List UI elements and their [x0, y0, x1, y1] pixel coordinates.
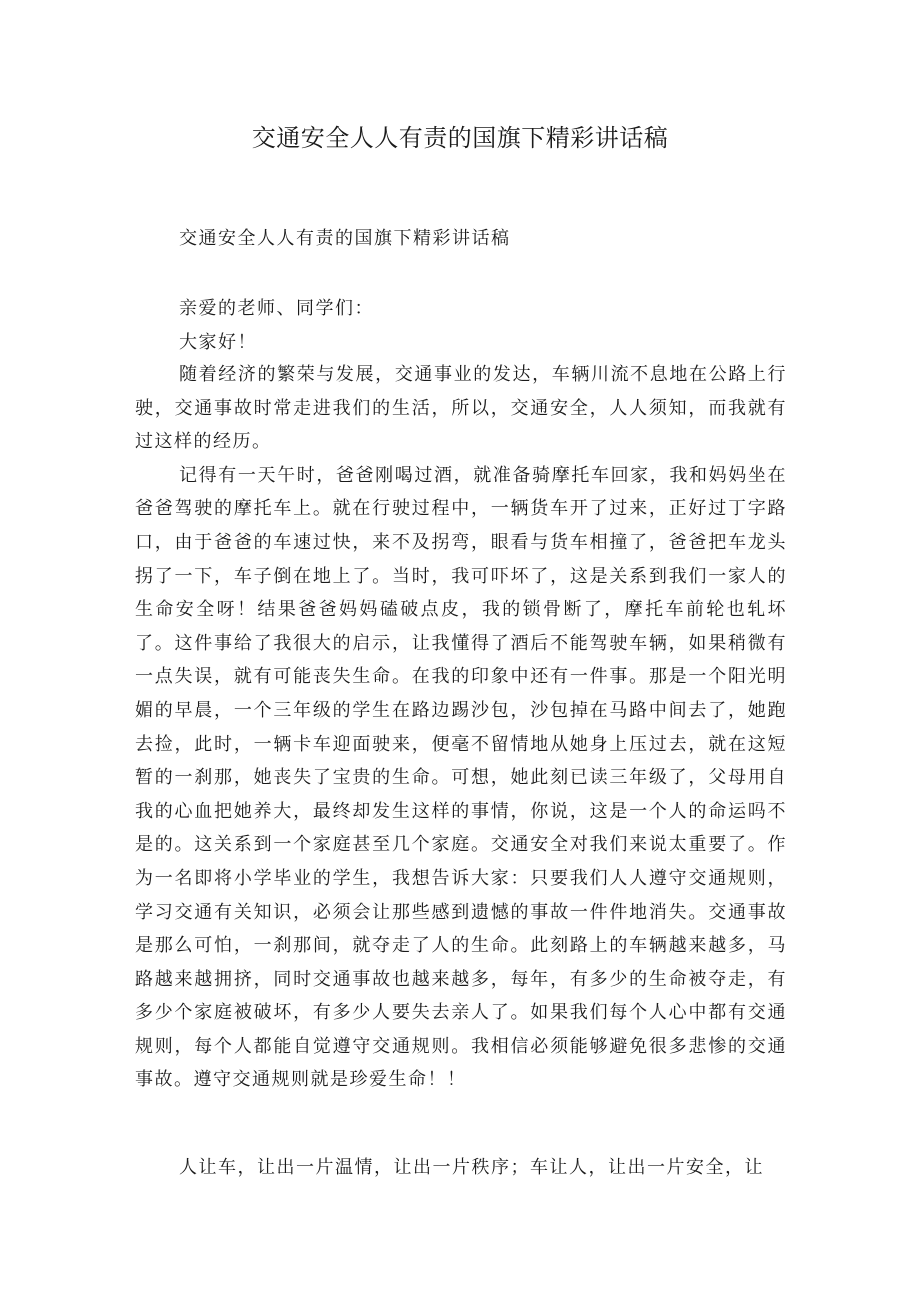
paragraph-intro: 随着经济的繁荣与发展，交通事业的发达，车辆川流不息地在公路上行驶，交通事故时常走进我们的生活，所以，交通安全，人人须知，而我就有过这样的经历。	[135, 364, 787, 453]
paragraph-story: 记得有一天午时，爸爸刚喝过酒，就准备骑摩托车回家，我和妈妈坐在爸爸驾驶的摩托车上。就在行驶过程中，一辆货车开了过来，正好过丁字路口，由于爸爸的车速过快，来不及拐弯，眼看与货车相撞了，爸爸把车龙头拐了一下，车子倒在地上了。当时，我可吓坏了，这是关系到我们一家人的生命安全呀！结果爸爸妈妈磕破点皮，我的锁骨断了，摩托车前轮也轧坏了。这件事给了我很大的启示，让我懂得了酒后不能驾驶车辆，如果稍微有一点失误，就有可能丧失生命。在我的印象中还有一件事。那是一个阳光明媚的早晨，一个三年级的学生在路边踢沙包，沙包掉在马路中间去了，她跑去捡，此时，一辆卡车迎面驶来，便毫不留情地从她身上压过去，就在这短暂的一刹那，她丧失了宝贵的生命。可想，她此刻已读三年级了，父母用自我的心血把她养大，最终却发生这样的事情，你说，这是一个人的命运吗不是的。这关系到一个家庭甚至几个家庭。交通安全对我们来说太重要了。作为一名即将小学毕业的学生，我想告诉大家：只要我们人人遵守交通规则，学习交通有关知识，必须会让那些感到遗憾的事故一件件地消失。交通事故是那么可怕，一刹那间，就夺走了人的生命。此刻路上的车辆越来越多，马路越来越拥挤，同时交通事故也越来越多，每年，有多少的生命被夺走，有多少个家庭被破坏，有多少人要失去亲人了。如果我们每个人心中都有交通规则，每个人都能自觉遵守交通规则。我相信必须能够避免很多悲惨的交通事故。遵守交通规则就是珍爱生命！！	[135, 464, 787, 1091]
document-subtitle	[135, 222, 787, 256]
document-title: 交通安全人人有责的国旗下精彩讲话稿	[251, 124, 669, 152]
subtitle-text: 交通安全人人有责的国旗下精彩讲话稿	[179, 228, 511, 249]
greeting-text: 大家好！	[179, 331, 257, 353]
closing-fragment: 人让车，让出一片温情，让出一片秩序；车让人，让出一片安全，让	[179, 1157, 764, 1178]
closing-block	[135, 1151, 787, 1185]
salutation-text: 亲爱的老师、同学们：	[179, 298, 374, 319]
greeting-block	[135, 292, 787, 359]
speech-body	[135, 358, 787, 1097]
